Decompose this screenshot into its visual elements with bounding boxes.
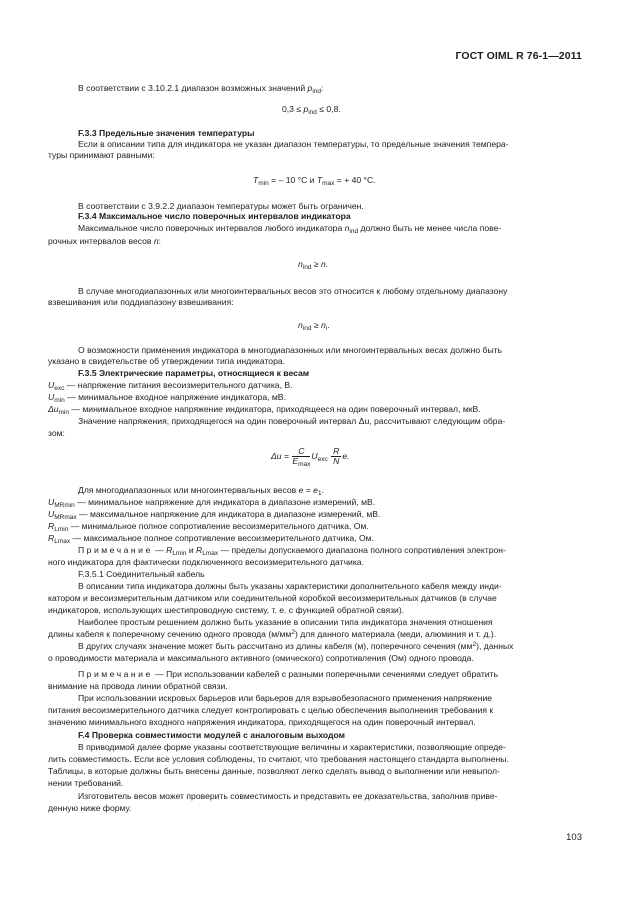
definition-delta-u-min: $\Delta u_{min}$ — минимальное входное напряжение индикатора, приходящееся на один поверочный интервал, мкВ. [48, 404, 481, 416]
definition-r-lmin: $R_{Lmin}$ — минимальное полное сопротивление весоизмерительного датчика, Ом. [48, 521, 369, 533]
text-line: длины кабеля к поперечному сечению одного провода $(м/мм^2)$ для данного материала (меди, алюминия и т. д.). [48, 629, 497, 639]
definition-r-lmax: $R_{Lmax}$ — максимальное полное сопротивление весоизмерительного датчика, Ом. [48, 533, 374, 545]
text-line: Таблицы, в которые должны быть внесены данные, позволяют легко сделать вывод о выполнении или невыпол- [48, 766, 500, 776]
text-line: о проводимости материала и максимального активного (омического) сопротивления (Ом) одного провода. [48, 653, 474, 663]
definition-u-exc: $U_{exc}$ — напряжение питания весоизмерительного датчика, В. [48, 380, 293, 392]
page-number: 103 [566, 832, 582, 843]
note-resistance-limits: Примечание — $R_{Lmin}$ и $R_{Lmax}$ — пределы допускаемого диапазона полного сопротивления электрон- [78, 545, 506, 557]
definition-u-mrmin: $U_{MRmin}$ — минимальное напряжение для индикатора в диапазоне измерений, мВ. [48, 497, 376, 509]
text-line: Наиболее простым решением должно быть указание в описании типа индикатора значения отношения [78, 617, 493, 627]
text-line: указано в свидетельстве об утверждении типа индикатора. [48, 356, 286, 366]
section-heading-f35: F.3.5 Электрические параметры, относящиеся к весам [78, 368, 310, 378]
section-heading-f34: F.3.4 Максимальное число поверочных интервалов индикатора [78, 211, 351, 221]
section-heading-f4: F.4 Проверка совместимости модулей с аналоговым выходом [78, 730, 345, 740]
text-line: внимание на провода линии обратной связи. [48, 681, 228, 691]
formula-p-ind-range: $0,3 \le p_{ind} \le 0,8$. [282, 104, 341, 116]
text-line: денную ниже форму. [48, 803, 132, 813]
text-line: Значение напряжения, приходящегося на один поверочный интервал Δu, рассчитывают следующим обра- [78, 416, 506, 426]
note-cable-cross-section: Примечание — При использовании кабелей с разными поперечными сечениями следует обратить [78, 669, 498, 679]
text-line: Если в описании типа для индикатора не указан диапазон температуры, то предельные значения темпера- [78, 139, 509, 149]
text-line: туры принимают равными: [48, 150, 155, 160]
section-heading-f33: F.3.3 Предельные значения температуры [78, 128, 255, 138]
text-line: О возможности применения индикатора в многодиапазонных или многоинтервальных весах должно быть [78, 345, 503, 355]
text-line: В описании типа индикатора должны быть указаны характеристики дополнительного кабеля между инди- [78, 581, 502, 591]
text-line: взвешивания или поддиапазону взвешивания: [48, 297, 234, 307]
text-line: Изготовитель весов может проверить совместимость и представить ее доказательства, заполнив приве- [78, 791, 498, 801]
text-line: нении требований. [48, 778, 124, 788]
text-line: В соответствии с 3.9.2.2 диапазон температуры может быть ограничен. [78, 201, 364, 211]
text-line: питания весоизмерительного датчика следует контролировать с целью обеспечения выполнения требования к [48, 705, 494, 715]
text-line: Максимальное число поверочных интервалов любого индикатора $n_{ind}$ должно быть не менее числа пове- [78, 223, 502, 235]
text-line: Для многодиапазонных или многоинтервальных весов $e = e_1$. [78, 485, 324, 497]
formula-n-ind: $n_{ind} \ge n$. [298, 259, 329, 271]
text-line: значению минимального входного напряжения индикатора, приходящегося на один поверочный интервал. [48, 717, 476, 727]
formula-n-ind-i: $n_{ind} \ge n_i$. [298, 320, 330, 332]
text-line: В соответствии с 3.10.2.1 диапазон возможных значений $p_{ind}$: [78, 83, 324, 95]
text-line: В других случаях значение может быть рассчитано из длины кабеля (м), поперечного сечения $(мм^2)$, данных [78, 641, 514, 651]
definition-u-min: $U_{min}$ — минимальное входное напряжение индикатора, мВ. [48, 392, 286, 404]
text-line: индикаторов, использующих шестипроводную систему, т. е. с функцией обратной связи). [48, 605, 405, 615]
subsection-heading-f351: F.3.5.1 Соединительный кабель [78, 569, 205, 579]
formula-delta-u: Δu = $\frac{C}{E_{max}}$ $U_{exc}$ $\frac{R}{N}$ e. [271, 446, 350, 469]
text-line: рочных интервалов весов n: [48, 236, 162, 246]
text-line: В случае многодиапазонных или многоинтервальных весов это относится к любому отдельному диапазону [78, 286, 508, 296]
document-header: ГОСТ OIML R 76-1—2011 [455, 50, 582, 62]
text-line: ного индикатора для фактически подключенного весоизмерительного датчика. [48, 557, 364, 567]
formula-temperature: $T_{min}$ = – 10 °C и $T_{max}$ = + 40 °C. [253, 175, 376, 187]
text-line: зом: [48, 428, 65, 438]
definition-u-mrmax: $U_{MRmax}$ — максимальное напряжение для индикатора в диапазоне измерений, мВ. [48, 509, 381, 521]
text-line: лить совместимость. Если все условия соблюдены, то считают, что требования настоящего стандарта выполнены. [48, 754, 509, 764]
text-line: При использовании искровых барьеров или барьеров для взрывобезопасного применения напряжение [78, 693, 493, 703]
text-line: катором и весоизмерительным датчиком или соединительной коробкой весоизмерительных датчиков (в случае [48, 593, 497, 603]
text-line: В приводимой далее форме указаны соответствующие величины и характеристики, позволяющие опреде- [78, 742, 506, 752]
